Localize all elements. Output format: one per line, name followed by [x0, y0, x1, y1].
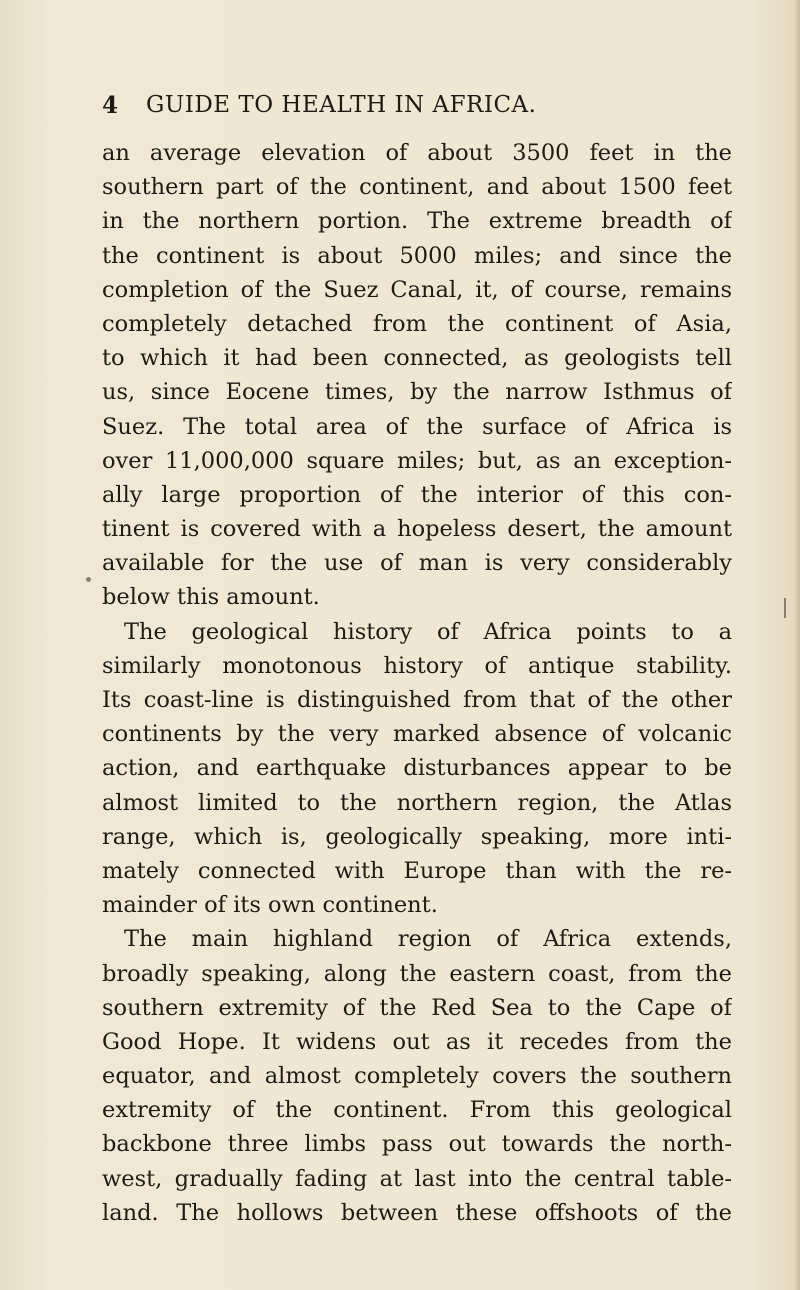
text-line: backbone three limbs pass out towards the north- [102, 1131, 732, 1158]
text-line: action, and earthquake disturbances appear to be [102, 755, 732, 782]
text-line: ally large proportion of the interior of this con- [102, 481, 732, 508]
page-edge-shadow [794, 0, 800, 1290]
text-line: to which it had been connected, as geologists tell [102, 345, 732, 372]
text-line: equator, and almost completely covers the southern [102, 1063, 732, 1090]
text-line: Good Hope. It widens out as it recedes from the [102, 1028, 732, 1055]
text-line: tinent is covered with a hopeless desert, the amount [102, 516, 732, 543]
text-line: Its coast-line is distinguished from that of the other [102, 687, 732, 713]
text-line: The geological history of Africa points to a [124, 618, 732, 645]
text-line: completion of the Suez Canal, it, of course, remains [102, 276, 732, 303]
text-line: mainder of its own continent. [102, 892, 438, 919]
text-line: west, gradually fading at last into the central table- [102, 1165, 732, 1192]
page-number: 4 [102, 92, 119, 119]
text-line: below this amount. [102, 584, 320, 611]
body-text [102, 136, 732, 1230]
text-line: mately connected with Europe than with the re- [102, 857, 732, 884]
text-line: similarly monotonous history of antique stability. [102, 652, 732, 679]
text-line: continents by the very marked absence of volcanic [102, 721, 732, 748]
text-line: The main highland region of Africa extends, [124, 926, 732, 953]
text-line: the continent is about 5000 miles; and since the [102, 242, 732, 269]
text-line: broadly speaking, along the eastern coast, from the [102, 960, 732, 987]
ink-speck [86, 577, 91, 582]
page-header [102, 92, 712, 124]
text-line: us, since Eocene times, by the narrow Isthmus of [102, 379, 732, 406]
text-line: southern extremity of the Red Sea to the Cape of [102, 994, 732, 1021]
text-line: Suez. The total area of the surface of Africa is [102, 413, 732, 440]
text-line: almost limited to the northern region, the Atlas [102, 789, 732, 816]
text-line: southern part of the continent, and about 1500 feet [102, 174, 732, 201]
text-line: completely detached from the continent of Asia, [102, 310, 732, 337]
running-title: GUIDE TO HEALTH IN AFRICA. [146, 92, 537, 118]
text-line: in the northern portion. The extreme breadth of [102, 208, 732, 235]
text-line: available for the use of man is very considerably [102, 550, 732, 577]
margin-mark [784, 598, 786, 618]
text-line: over 11,000,000 square miles; but, as an exception- [102, 447, 732, 474]
text-line: an average elevation of about 3500 feet in the [102, 140, 732, 166]
text-line: range, which is, geologically speaking, more inti- [102, 823, 732, 850]
text-line: land. The hollows between these offshoots of the [102, 1199, 732, 1226]
text-line: extremity of the continent. From this geological [102, 1097, 732, 1124]
